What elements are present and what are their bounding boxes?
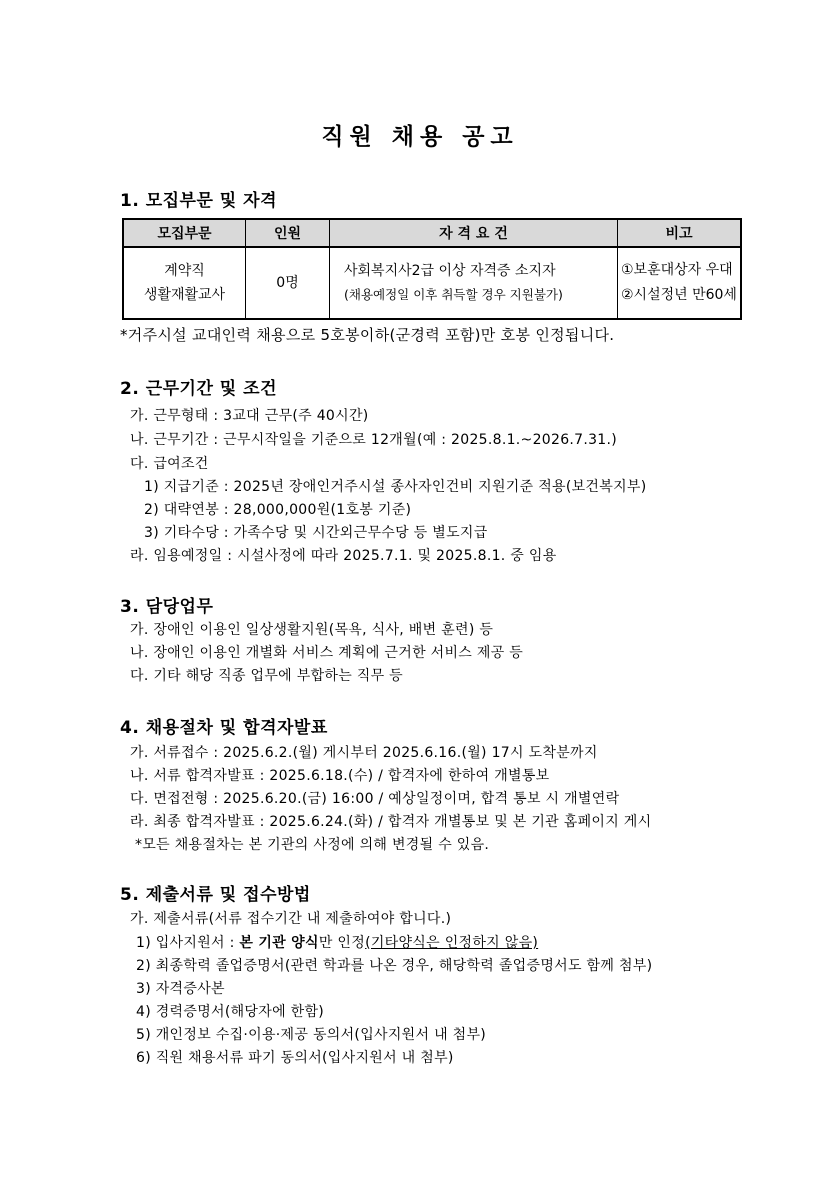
list-item: 가. 제출서류(서류 접수기간 내 제출하여야 합니다.): [130, 911, 452, 927]
list-item: 2) 최종학력 졸업증명서(관련 학과를 나온 경우, 해당학력 졸업증명서도 함께 첨부): [136, 958, 653, 974]
form-emphasis: 본 기관 양식: [239, 935, 319, 951]
procedure-note: *모든 채용절차는 본 기관의 사정에 의해 변경될 수 있음.: [135, 837, 490, 853]
section-heading-recruitment: 1. 모집부문 및 자격: [120, 191, 277, 211]
list-item: 다. 급여조건: [130, 456, 209, 472]
list-item: 3) 기타수당 : 가족수당 및 시간외근무수당 등 별도지급: [144, 525, 488, 541]
list-item: 6) 직원 채용서류 파기 동의서(입사지원서 내 첨부): [136, 1050, 454, 1066]
list-item: 다. 기타 해당 직종 업무에 부합하는 직무 등: [130, 668, 404, 684]
count-cell: 0명: [246, 247, 330, 319]
list-item: 가. 장애인 이용인 일상생활지원(목욕, 식사, 배변 훈련) 등: [130, 622, 494, 638]
list-item: [136, 932, 538, 952]
note-line: ①보훈대상자 우대: [621, 262, 733, 278]
section-heading-duties: 3. 담당업무: [120, 597, 214, 617]
list-item: 5) 개인정보 수집·이용·제공 동의서(입사지원서 내 첨부): [136, 1027, 487, 1043]
footnote: *거주시설 교대인력 채용으로 5호봉이하(군경력 포함)만 호봉 인정됩니다.: [120, 326, 615, 344]
qualification-cell: [330, 247, 618, 319]
note-cell: [618, 247, 742, 319]
section-heading-documents: 5. 제출서류 및 접수방법: [120, 885, 311, 905]
page-title: 직원 채용 공고: [321, 124, 519, 150]
list-item: 나. 근무기간 : 근무시작일을 기준으로 12개월(예 : 2025.8.1.~2026.7.31.): [130, 432, 618, 448]
table-header: 비고: [618, 219, 742, 247]
section-heading-conditions: 2. 근무기간 및 조건: [120, 379, 277, 399]
list-item: 2) 대략연봉 : 28,000,000원(1호봉 기준): [144, 502, 412, 518]
list-item: 라. 임용예정일 : 시설사정에 따라 2025.7.1. 및 2025.8.1. 중 임용: [130, 548, 557, 564]
list-item: 나. 서류 합격자발표 : 2025.6.18.(수) / 합격자에 한하여 개별통보: [130, 768, 550, 784]
item-mid: 만 인정: [318, 935, 366, 951]
table-row: [123, 247, 741, 319]
list-item: 다. 면접전형 : 2025.6.20.(금) 16:00 / 예상일정이며, 합격 통보 시 개별연락: [130, 791, 620, 807]
item-prefix: 1) 입사지원서 :: [136, 935, 240, 951]
list-item: 가. 서류접수 : 2025.6.2.(월) 게시부터 2025.6.16.(월) 17시 도착분까지: [130, 745, 598, 761]
recruitment-table: [122, 218, 742, 320]
dept-line: 생활재활교사: [143, 287, 226, 303]
underlined-note: (기타양식은 인정하지 않음): [365, 935, 539, 951]
table-header: 자 격 요 건: [330, 219, 618, 247]
dept-line: 계약직: [164, 263, 205, 279]
table-header: 모집부문: [123, 219, 246, 247]
table-header: 인원: [246, 219, 330, 247]
list-item: 가. 근무형태 : 3교대 근무(주 40시간): [130, 408, 369, 424]
list-item: 1) 지급기준 : 2025년 장애인거주시설 종사자인건비 지원기준 적용(보건복지부): [144, 479, 647, 495]
list-item: 4) 경력증명서(해당자에 한함): [136, 1004, 325, 1020]
section-heading-procedure: 4. 채용절차 및 합격자발표: [120, 718, 328, 738]
list-item: 3) 자격증사본: [136, 981, 225, 997]
qualification-line: 사회복지사2급 이상 자격증 소지자: [344, 263, 556, 279]
dept-cell: [123, 247, 246, 319]
list-item: 나. 장애인 이용인 개별화 서비스 계획에 근거한 서비스 제공 등: [130, 645, 524, 661]
list-item: 라. 최종 합격자발표 : 2025.6.24.(화) / 합격자 개별통보 및 본 기관 홈페이지 게시: [130, 814, 652, 830]
table-header-row: [123, 219, 741, 247]
qualification-subline: (채용예정일 이후 취득할 경우 지원불가): [344, 287, 563, 302]
note-line: ②시설정년 만60세: [621, 287, 737, 303]
